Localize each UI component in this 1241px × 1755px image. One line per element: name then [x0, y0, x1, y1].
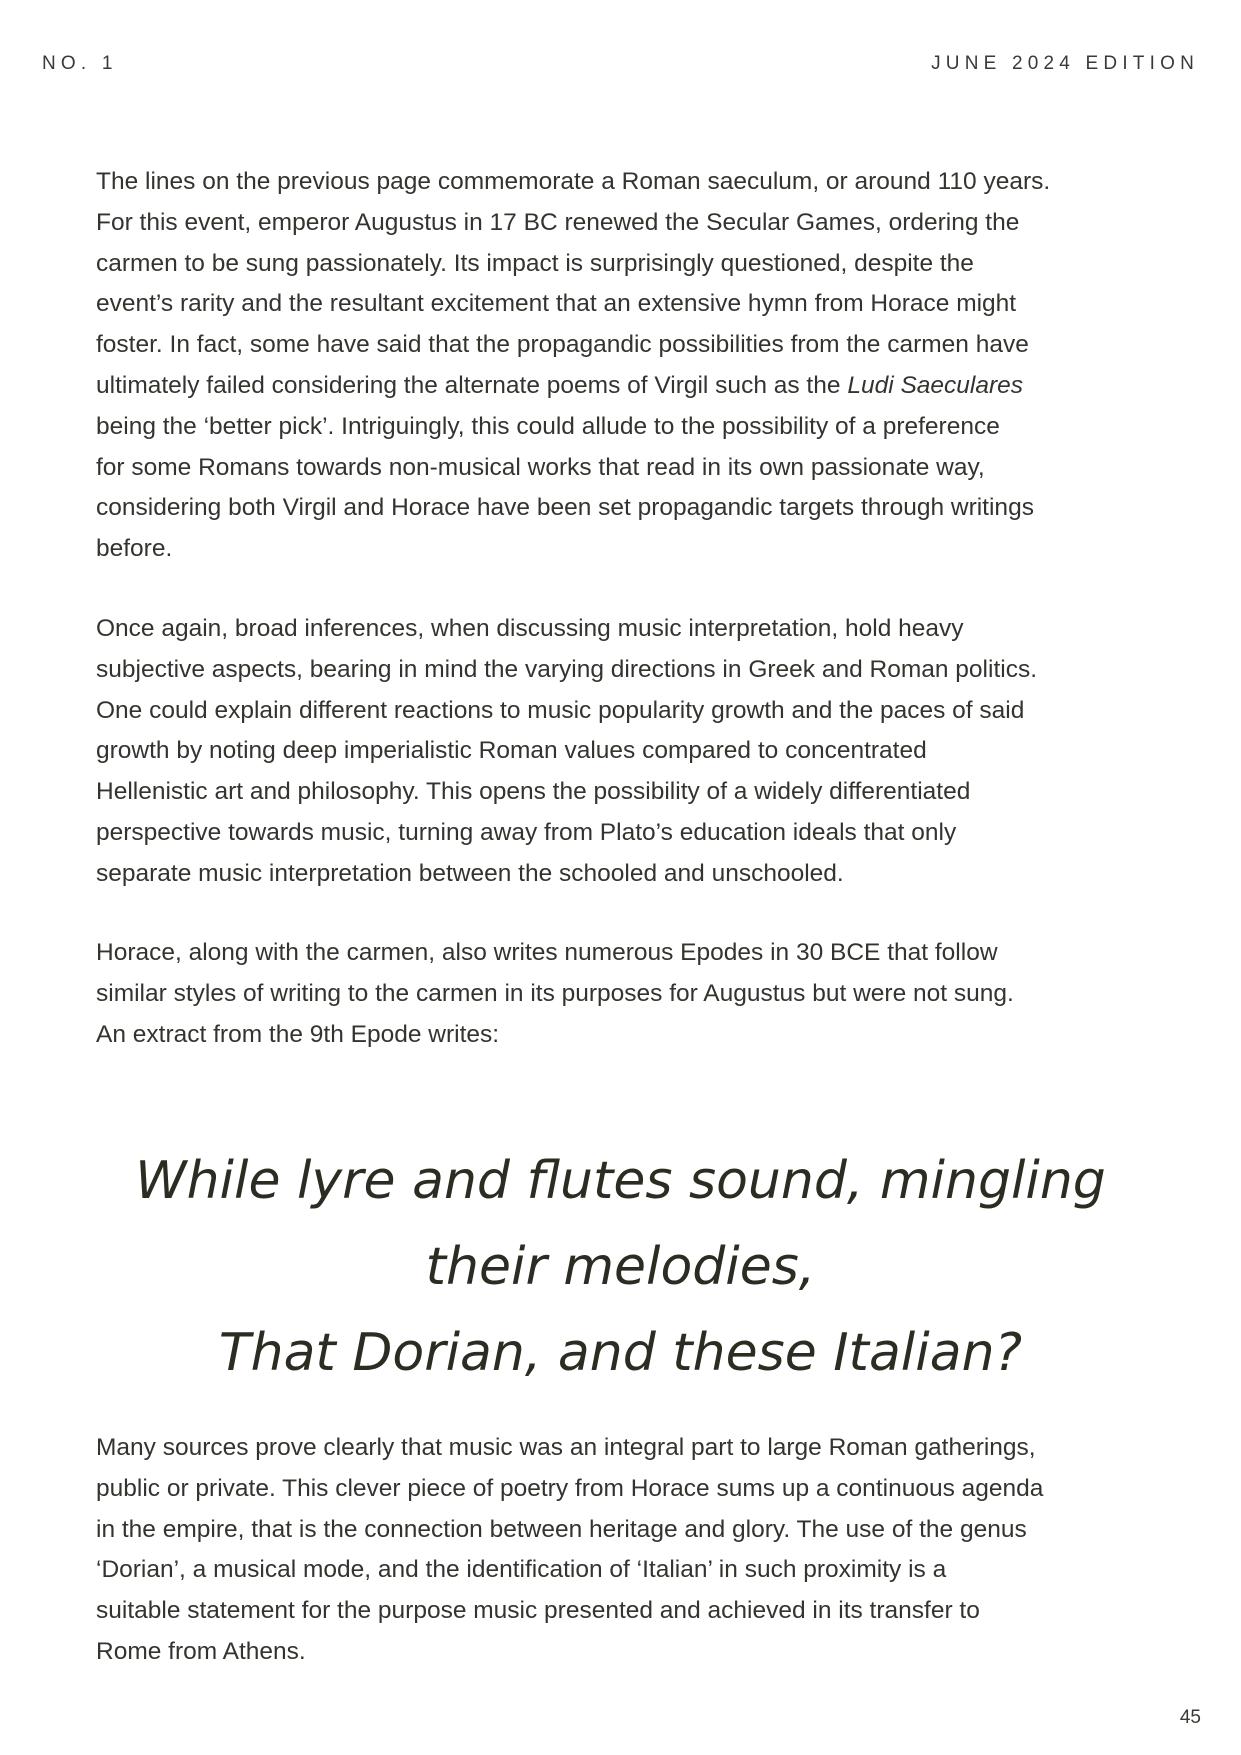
paragraph-line: growth by noting deep imperialistic Roman values compared to concentrated: [96, 737, 927, 765]
paragraph-line: in the empire, that is the connection between heritage and glory. The use of the genus: [96, 1515, 1027, 1543]
paragraph-line: ‘Dorian’, a musical mode, and the identification of ‘Italian’ in such proximity is a: [96, 1556, 947, 1584]
paragraph-4: [96, 1428, 1156, 1673]
quote-line: their melodies,: [425, 1237, 816, 1297]
paragraph-1: [96, 162, 1156, 570]
paragraph-2: [96, 609, 1156, 895]
quote-line: That Dorian, and these Italian?: [218, 1323, 1023, 1383]
quote-line: While lyre and flutes sound, mingling: [135, 1151, 1106, 1211]
paragraph-line: Many sources prove clearly that music was an integral part to large Roman gatherings,: [96, 1434, 1036, 1461]
paragraph-line: perspective towards music, turning away from Plato’s education ideals that only: [96, 818, 957, 846]
paragraph-line: suitable statement for the purpose music presented and achieved in its transfer to: [96, 1597, 980, 1625]
paragraph-line: similar styles of writing to the carmen in its purposes for Augustus but were not sung.: [96, 979, 1014, 1007]
paragraph-line: Rome from Athens.: [96, 1637, 306, 1665]
paragraph-line: considering both Virgil and Horace have been set propagandic targets through writings: [96, 494, 1034, 522]
paragraph-line: Once again, broad inferences, when discussing music interpretation, hold heavy: [96, 615, 964, 642]
paragraph-line: event’s rarity and the resultant excitement that an extensive hymn from Horace might: [96, 290, 1017, 318]
paragraph-line: For this event, emperor Augustus in 17 BC renewed the Secular Games, ordering the: [96, 208, 1020, 236]
epode-quote: [0, 1138, 1241, 1396]
page-number: 45: [1179, 1707, 1201, 1728]
issue-number: NO. 1: [42, 53, 118, 74]
paragraph-line: subjective aspects, bearing in mind the varying directions in Greek and Roman politics.: [96, 655, 1038, 683]
paragraph-line-text: ultimately failed considering the alternate poems of Virgil such as the: [96, 371, 841, 399]
paragraph-line: being the ‘better pick’. Intriguingly, this could allude to the possibility of a preference: [96, 412, 1000, 440]
paragraph-line: before.: [96, 535, 173, 563]
poem-title: Ludi Saeculares: [847, 371, 1024, 399]
paragraph-line-with-title: [96, 366, 1156, 407]
paragraph-line: carmen to be sung passionately. Its impact is surprisingly questioned, despite the: [96, 249, 974, 277]
paragraph-line: foster. In fact, some have said that the propagandic possibilities from the carmen have: [96, 331, 1029, 359]
paragraph-line: Hellenistic art and philosophy. This opens the possibility of a widely differentiated: [96, 778, 971, 806]
paragraph-3: [96, 933, 1156, 1055]
paragraph-line: for some Romans towards non-musical works that read in its own passionate way,: [96, 453, 985, 481]
paragraph-line: One could explain different reactions to music popularity growth and the paces of said: [96, 696, 1025, 724]
paragraph-line: An extract from the 9th Epode writes:: [96, 1020, 500, 1048]
paragraph-line: public or private. This clever piece of poetry from Horace sums up a continuous agenda: [96, 1474, 1044, 1502]
paragraph-line: Horace, along with the carmen, also writes numerous Epodes in 30 BCE that follow: [96, 939, 998, 966]
edition-label: JUNE 2024 EDITION: [931, 53, 1199, 74]
paragraph-line: separate music interpretation between the schooled and unschooled.: [96, 859, 844, 887]
paragraph-line: The lines on the previous page commemorate a Roman saeculum, or around 110 years.: [96, 168, 1051, 195]
